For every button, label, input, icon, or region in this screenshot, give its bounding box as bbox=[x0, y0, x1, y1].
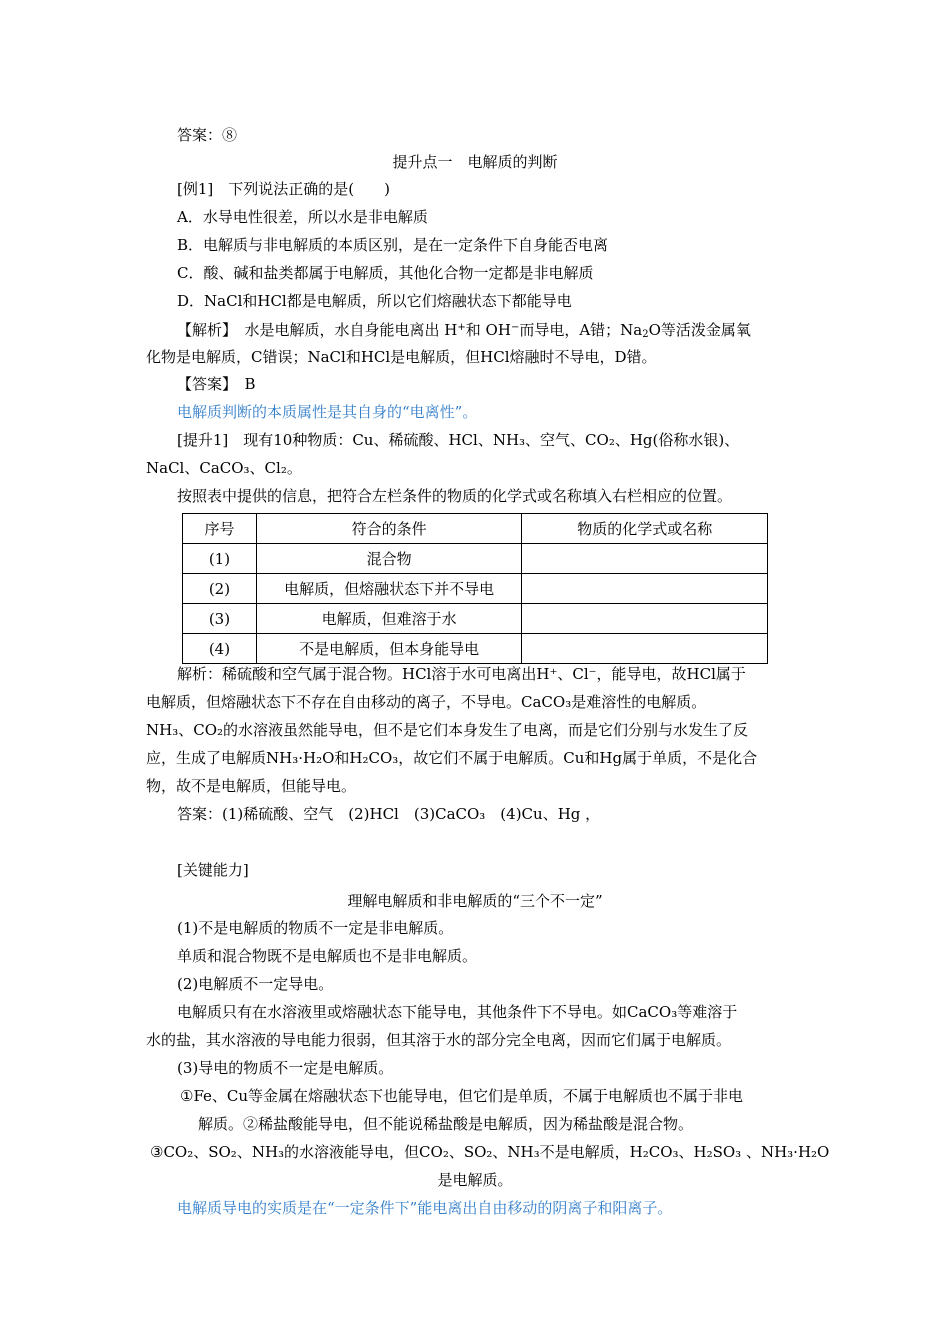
solution-line-3: NH₃、CO₂的水溶液虽然能导电，但不是它们本身发生了电离，而是它们分别与水发生了反 bbox=[146, 721, 749, 739]
table-cell: 电解质，但难溶于水 bbox=[256, 604, 522, 634]
promote-line-2: NaCl、CaCO₃、Cl₂。 bbox=[146, 459, 302, 477]
key-point-3-detail-1: ①Fe、Cu等金属在熔融状态下也能导电，但它们是单质，不属于电解质也不属于非电 bbox=[180, 1087, 744, 1105]
table-cell bbox=[522, 544, 768, 574]
table-header: 物质的化学式或名称 bbox=[522, 514, 768, 544]
key-point-1-detail: 单质和混合物既不是电解质也不是非电解质。 bbox=[177, 947, 478, 965]
table-header: 序号 bbox=[183, 514, 257, 544]
table-cell: (2) bbox=[183, 574, 257, 604]
key-point-2: (2)电解质不一定导电。 bbox=[177, 975, 334, 993]
table-row bbox=[183, 544, 768, 574]
section-title: 提升点一 电解质的判断 bbox=[392, 153, 558, 171]
key-point-3-detail-4: 是电解质。 bbox=[437, 1171, 513, 1189]
solution-line-5: 物，故不是电解质，但能导电。 bbox=[146, 777, 357, 795]
table-cell: 混合物 bbox=[256, 544, 522, 574]
analysis-text-b: 和 OH bbox=[465, 321, 511, 339]
option-c: C．酸、碱和盐类都属于电解质，其他化合物一定都是非电解质 bbox=[177, 264, 594, 282]
key-point-3-detail-2: 解质。②稀盐酸能导电，但不能说稀盐酸是电解质，因为稀盐酸是混合物。 bbox=[198, 1115, 694, 1133]
analysis-tag: 【解析】 bbox=[177, 321, 230, 339]
answer-tag: 【答案】 bbox=[177, 375, 230, 393]
promote-line-1: [提升1] 现有10种物质：Cu、稀硫酸、HCl、NH₃、空气、CO₂、Hg(俗称水银)、 bbox=[177, 431, 740, 449]
solution-line-1: 解析：稀硫酸和空气属于混合物。HCl溶于水可电离出H⁺、Cl⁻，能导电，故HCl属于 bbox=[177, 665, 746, 683]
option-b: B．电解质与非电解质的本质区别，是在一定条件下自身能否电离 bbox=[177, 236, 609, 254]
table-cell: 不是电解质，但本身能导电 bbox=[256, 634, 522, 664]
table-cell bbox=[522, 574, 768, 604]
option-a: A．水导电性很差，所以水是非电解质 bbox=[177, 208, 428, 226]
analysis-text-d: O等活泼金属氧 bbox=[648, 321, 751, 339]
solution-line-4: 应，生成了电解质NH₃·H₂O和H₂CO₃，故它们不属于电解质。Cu和Hg属于单质，不是化合 bbox=[146, 749, 758, 767]
solution-answer: 答案：(1)稀硫酸、空气 (2)HCl (3)CaCO₃ (4)Cu、Hg ， bbox=[177, 805, 601, 823]
analysis-line-1: 【解析】 水是电解质，水自身能电离出 H+和 OH−而导电，A错；$Na_2O$等活泼金属氧 bbox=[177, 321, 751, 340]
solution-line-2: 电解质，但熔融状态下不存在自由移动的离子，不导电。CaCO₃是难溶性的电解质。 bbox=[146, 693, 707, 711]
table-row bbox=[183, 574, 768, 604]
key-point-3-detail-3: ③CO₂、SO₂、NH₃的水溶液能导电，但CO₂、SO₂、NH₃不是电解质，H₂CO₃、H₂SO₃ 、NH₃·H₂O bbox=[150, 1143, 830, 1161]
table-cell: (3) bbox=[183, 604, 257, 634]
analysis-line-2: 化物是电解质，C错误；NaCl和HCl是电解质，但HCl熔融时不导电，D错。 bbox=[146, 348, 657, 366]
table-cell bbox=[522, 604, 768, 634]
answer-line: 答案：⑧ bbox=[177, 126, 238, 144]
key-note: 电解质导电的实质是在“一定条件下”能电离出自由移动的阴离子和阳离子。 bbox=[177, 1199, 673, 1217]
answer-row bbox=[177, 374, 256, 394]
table-row bbox=[183, 634, 768, 664]
key-point-2-detail-2: 水的盐，其水溶液的导电能力很弱，但其溶于水的部分完全电离，因而它们属于电解质。 bbox=[146, 1031, 732, 1049]
conditions-table bbox=[182, 513, 768, 664]
table-cell: (1) bbox=[183, 544, 257, 574]
table-header-row bbox=[183, 514, 768, 544]
answer-value: B bbox=[244, 375, 256, 393]
key-title: 理解电解质和非电解质的“三个不一定” bbox=[347, 892, 603, 910]
example-note: 电解质判断的本质属性是其自身的“电离性”。 bbox=[177, 403, 478, 421]
promote-instruction: 按照表中提供的信息，把符合左栏条件的物质的化学式或名称填入右栏相应的位置。 bbox=[177, 487, 733, 505]
key-tag: [关键能力] bbox=[177, 861, 249, 879]
example-question: [例1] 下列说法正确的是( ) bbox=[177, 180, 390, 198]
option-d: D．NaCl和HCl都是电解质，所以它们熔融状态下都能导电 bbox=[177, 292, 572, 310]
table-row bbox=[183, 604, 768, 634]
key-point-2-detail-1: 电解质只有在水溶液里或熔融状态下能导电，其他条件下不导电。如CaCO₃等难溶于 bbox=[177, 1003, 738, 1021]
analysis-text-c: 而导电，A错；Na bbox=[519, 321, 643, 339]
key-point-3: (3)导电的物质不一定是电解质。 bbox=[177, 1059, 394, 1077]
table-header: 符合的条件 bbox=[256, 514, 522, 544]
key-point-1: (1)不是电解质的物质不一定是非电解质。 bbox=[177, 919, 454, 937]
table-cell bbox=[522, 634, 768, 664]
analysis-text-a: 水是电解质，水自身能电离出 H bbox=[244, 321, 458, 339]
table-cell: 电解质，但熔融状态下并不导电 bbox=[256, 574, 522, 604]
table-cell: (4) bbox=[183, 634, 257, 664]
